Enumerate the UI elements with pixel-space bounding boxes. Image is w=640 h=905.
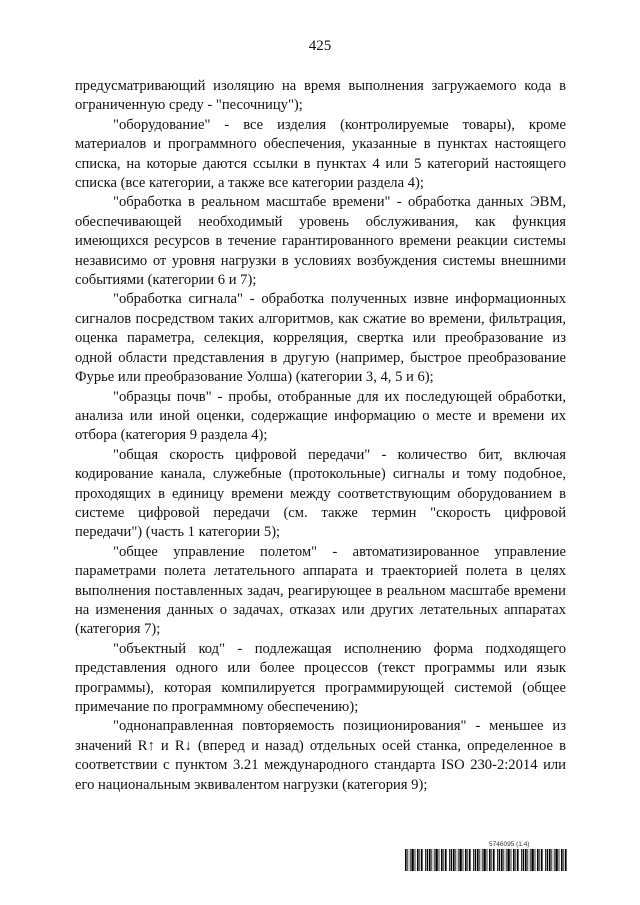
barcode-bar [565,849,567,871]
barcode-bar [421,849,423,871]
barcode-bar [554,849,555,871]
barcode-bar [549,849,551,871]
barcode-bar [535,849,536,871]
barcode-bar [443,849,444,871]
barcode-bar [427,849,429,871]
barcode-bar [563,849,564,871]
barcode-bar [483,849,485,871]
barcode-bar [449,849,450,871]
barcode-bar [531,849,533,871]
barcode-bar [545,849,546,871]
barcode-bar [511,849,512,871]
barcode-bar [411,849,413,871]
barcode-bar [523,849,525,871]
barcode-bar [451,849,453,871]
barcode-bar [561,849,563,871]
barcode-bar [465,849,467,871]
barcode-bar [463,849,464,871]
paragraph-4: "обработка сигнала" - обработка полученных извне информационных сигналов посредством таких алгоритмов, как сжатие во времени, фильтрация, оценка параметра, селекция, корреляция, свертка или преобразование из одной области представления в другую (например, быстрое преобразование Фурье или преобразование Уолша) (категории 3, 4, 5 и 6); [75,291,566,386]
barcode-bar [527,849,528,871]
document-body [75,77,566,795]
barcode-bar [547,849,549,871]
barcode-bar [475,849,477,871]
barcode-bar [515,849,516,871]
barcode-bar [517,849,519,871]
barcode-bar [506,849,507,871]
paragraph-3: "обработка в реальном масштабе времени" - обработка данных ЭВМ, обеспечивающей необходимый уровень обслуживания, как функция имеющихся ресурсов в течение гарантированного времени реакции системы независимо от уровня нагрузки в условиях возбуждения системы внешними событиями (категории 6 и 7); [75,194,566,289]
barcode-bar [431,849,432,871]
barcode-bar [434,849,435,871]
barcode-bar [491,849,492,871]
barcode-bar [417,849,419,871]
barcode-bar [419,849,420,871]
barcode-bar [439,849,440,871]
barcode-bar [477,849,479,871]
barcode-caption: 5746095 (1.4) [489,841,530,848]
barcode-bar [473,849,474,871]
barcode-bar [497,849,498,871]
barcode-block [405,841,570,871]
barcode-bar [425,849,426,871]
barcode-bar [479,849,480,871]
barcode-bar [559,849,560,871]
paragraph-8: "объектный код" - подлежащая исполнению форма подходящего представления одного или более процессов (текст программы или язык программы), которая компилируется программирующей системой (общее примечание по программному обеспечению); [75,640,566,715]
paragraph-6: "общая скорость цифровой передачи" - количество бит, включая кодирование канала, служебные (протокольные) сигналы и тому подобное, проходящих в единицу времени между соответствующим оборудованием в системе цифровой передачи (см. также термин "скорость цифровой передачи") (часть 1 категории 5); [75,446,566,541]
page-number: 425 [308,38,332,54]
barcode-bar [521,849,522,871]
barcode-bar [489,849,491,871]
barcode-bar [507,849,509,871]
barcode-bar [435,849,437,871]
barcode-bar [415,849,416,871]
barcode-bar [467,849,468,871]
paragraph-1: предусматривающий изоляцию на время выполнения загружаемого кода в ограниченную среду - "песочницу"); [75,78,566,114]
barcode-bar [555,849,557,871]
barcode-bar [530,849,531,871]
barcode-bar [541,849,543,871]
barcode-bar [501,849,503,871]
barcode-bar [487,849,488,871]
barcode-bar [455,849,456,871]
barcode-bar [503,849,504,871]
barcode-bar [513,849,515,871]
barcode-bar [453,849,455,871]
barcode-image [405,849,570,871]
barcode-bar [445,849,447,871]
paragraph-7: "общее управление полетом" - автоматизированное управление параметрами полета летательного аппарата и траекторией полета в целях выполнения поставленных задач, реагирующее в реальном масштабе времени на изменения данных о задачах, отказах или других летательных аппаратах (категория 7); [75,543,566,638]
barcode-bar [525,849,527,871]
paragraph-9: "однонаправленная повторяемость позиционирования" - меньшее из значений R↑ и R↓ (вперед и назад) отдельных осей станка, определенное в соответствии с пунктом 3.21 международного стандарта ISO 230-2:2014 или его национальным эквивалентом нагрузки (категория 9); [75,718,566,793]
barcode-bar [410,849,411,871]
barcode-bar [407,849,408,871]
barcode-bar [459,849,461,871]
barcode-bar [469,849,471,871]
paragraph-2: "оборудование" - все изделия (контролируемые товары), кроме материалов и программного обеспечения, указанные в пунктах настоящего списка, на которые даются ссылки в пунктах 4 или 5 категорий настоящего списка (все категории, а также все категории раздела 4); [75,116,566,192]
barcode-bar [458,849,459,871]
barcode-bar [441,849,443,871]
barcode-bar [499,849,501,871]
barcode-bar [405,849,407,871]
barcode-bar [539,849,540,871]
barcode-bar [429,849,431,871]
barcode-bar [551,849,552,871]
barcode-bar [493,849,495,871]
barcode-bar [482,849,483,871]
paragraph-5: "образцы почв" - пробы, отобранные для их последующей обработки, анализа или иной оценки, содержащие информацию о месте и времени их отбора (категория 9 раздела 4); [75,388,566,444]
barcode-bar [537,849,539,871]
